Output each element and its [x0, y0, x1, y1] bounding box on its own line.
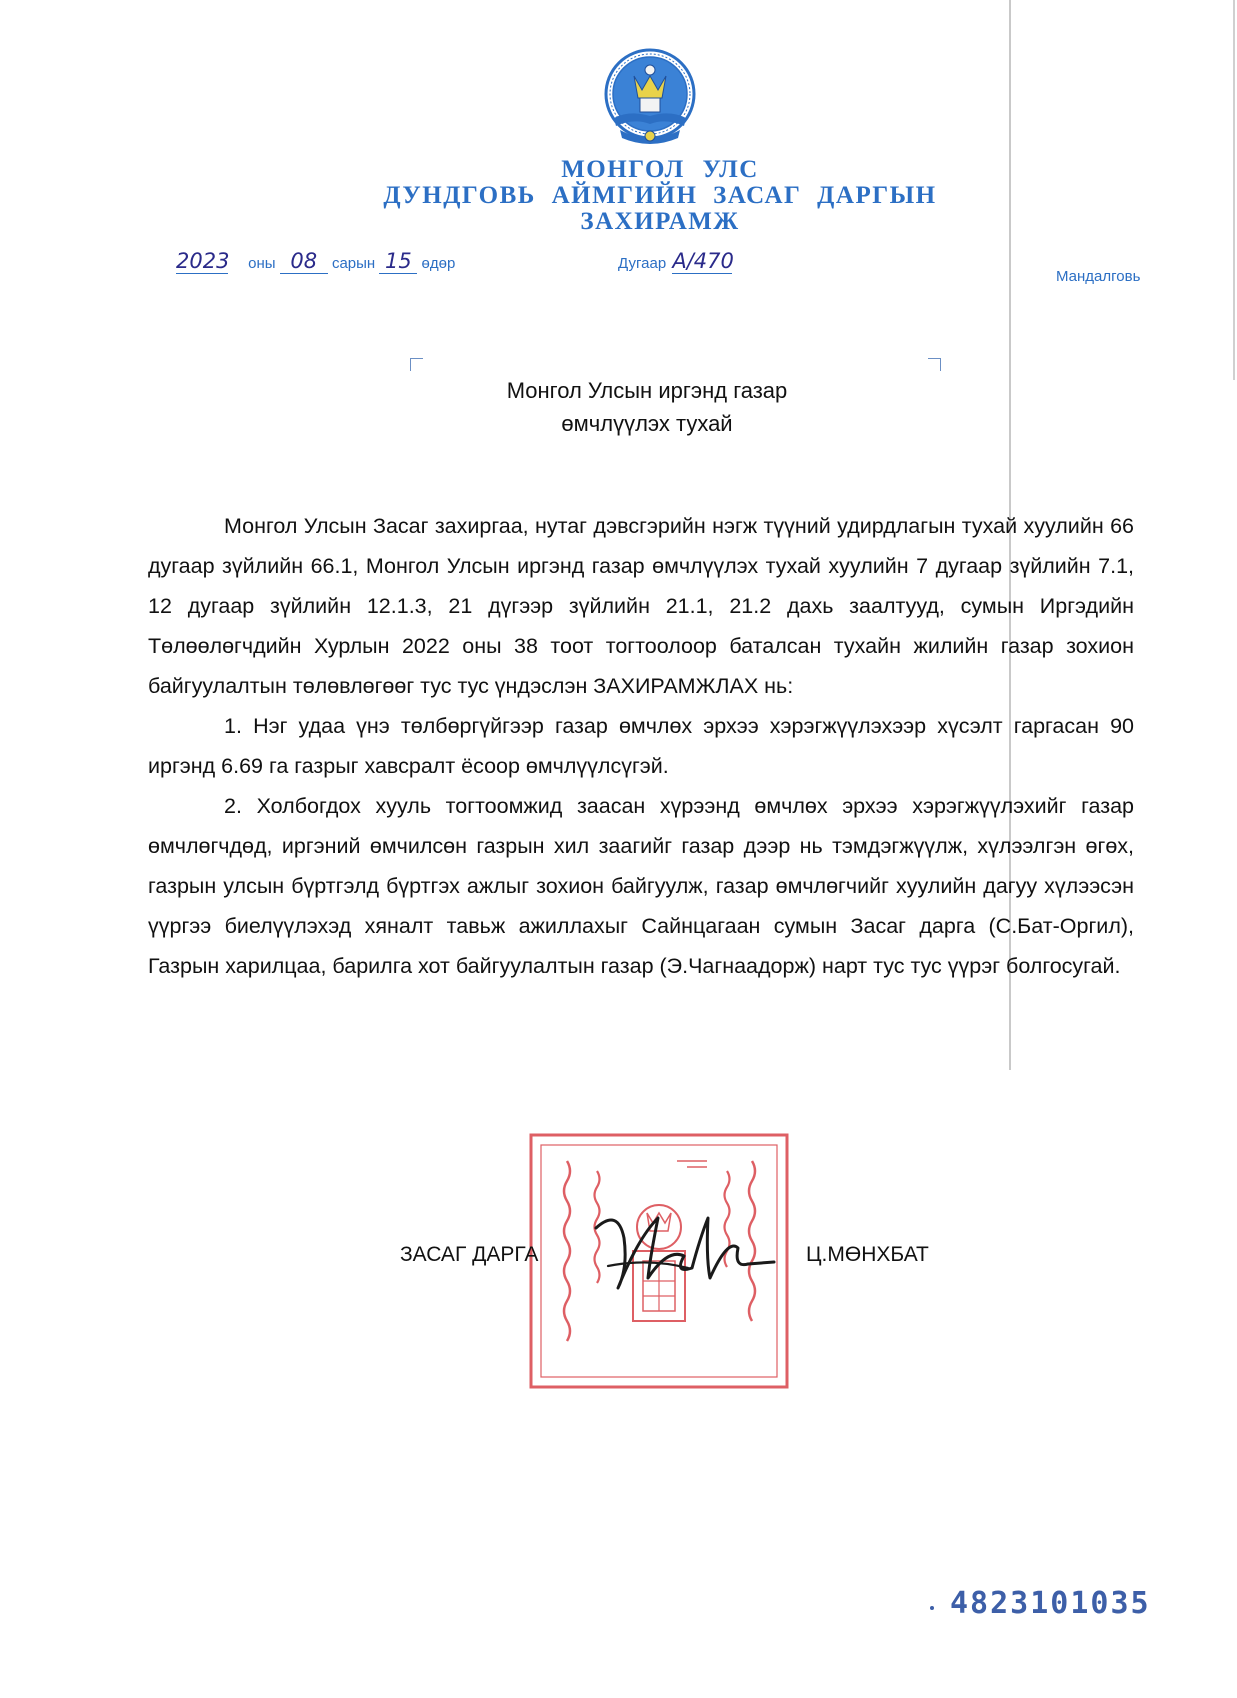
header-doc-type: ЗАХИРАМЖ — [580, 208, 740, 235]
date-year-label: оны — [248, 255, 276, 272]
handwritten-signature — [588, 1198, 778, 1308]
title-line-2: өмчлүүлэх тухай — [561, 411, 733, 436]
number-field — [618, 249, 732, 274]
title-corner-left — [410, 358, 423, 371]
date-day: 15 — [379, 249, 417, 274]
document-serial-number: 4823101035 — [950, 1586, 1151, 1621]
body-item-1: 1. Нэг удаа үнэ төлбөргүйгээр газар өмчлөх эрхээ хэрэгжүүлэхээр хүсэлт гаргасан 90 иргэнд 6.69 га газрыг хавсралт ёсоор өмчлүүлсүгэй. — [148, 714, 1134, 778]
number-label: Дугаар — [618, 255, 667, 272]
body-intro-text: Монгол Улсын Засаг захиргаа, нутаг дэвсгэрийн нэгж түүний удирдлагын тухай хуулийн 66 дугаар зүйлийн 66.1, Монгол Улсын иргэнд газар өмчлүүлэх тухай хуулийн 7 дугаар зүйлийн 7.1, 12 дугаар зүйлийн 12.1.3, 21 дүгээр зүйлийн 21.1, 21.2 дахь заалтууд, сумын Иргэдийн Төлөөлөгчдийн Хурлын 2022 оны 38 тоот тогтоолоор баталсан тухайн жилийн газар зохион байгуулалтын төлөвлөгөөг тус тус үндэслэн — [148, 514, 1134, 698]
signatory-title: ЗАСАГ ДАРГА — [400, 1243, 539, 1266]
header-authority: ДУНДГОВЬ АЙМГИЙН ЗАСАГ ДАРГЫН — [383, 182, 937, 209]
number-value: А/470 — [672, 249, 734, 273]
date-field — [176, 249, 455, 274]
document-body — [148, 506, 1134, 986]
body-item-2: 2. Холбогдох хууль тогтоомжид заасан хүрээнд өмчлөх эрхээ хэрэгжүүлэхийг газар өмчлөгчдөд, иргэний өмчилсөн газрын хил заагийг газар дээр нь тэмдэгжүүлж, хүлээлгэн өгөх, газрын улсын бүртгэлд бүртгэх ажлыг зохион байгуулж, газар өмчлөгчийг хуулийн дагуу хүлээсэн үүргээ биелүүлэхэд хяналт тавьж ажиллахыг Сайнцагаан сумын Засаг дарга (С.Бат-Оргил), Газрын харилцаа, барилга хот байгуулалтын газар (Э.Чагнаадорж) нарт тус тус үүрэг болгосугай. — [148, 794, 1134, 978]
body-decree-word: ЗАХИРАМЖЛАХ нь: — [593, 674, 794, 698]
date-month-label: сарын — [331, 255, 376, 272]
doc-number-dot — [930, 1606, 934, 1610]
title-line-1: Монгол Улсын иргэнд газар — [506, 378, 788, 403]
date-day-label: өдөр — [421, 255, 456, 272]
title-corner-right — [928, 358, 941, 371]
place-name: Мандалговь — [1056, 268, 1141, 285]
header-country: МОНГОЛ УЛС — [561, 156, 759, 183]
date-month: 08 — [280, 249, 328, 274]
document-title — [440, 374, 854, 440]
signatory-name: Ц.МӨНХБАТ — [806, 1243, 929, 1266]
date-year: 2023 — [176, 249, 230, 273]
state-emblem-icon — [600, 46, 700, 150]
body-intro-paragraph — [148, 506, 1134, 706]
